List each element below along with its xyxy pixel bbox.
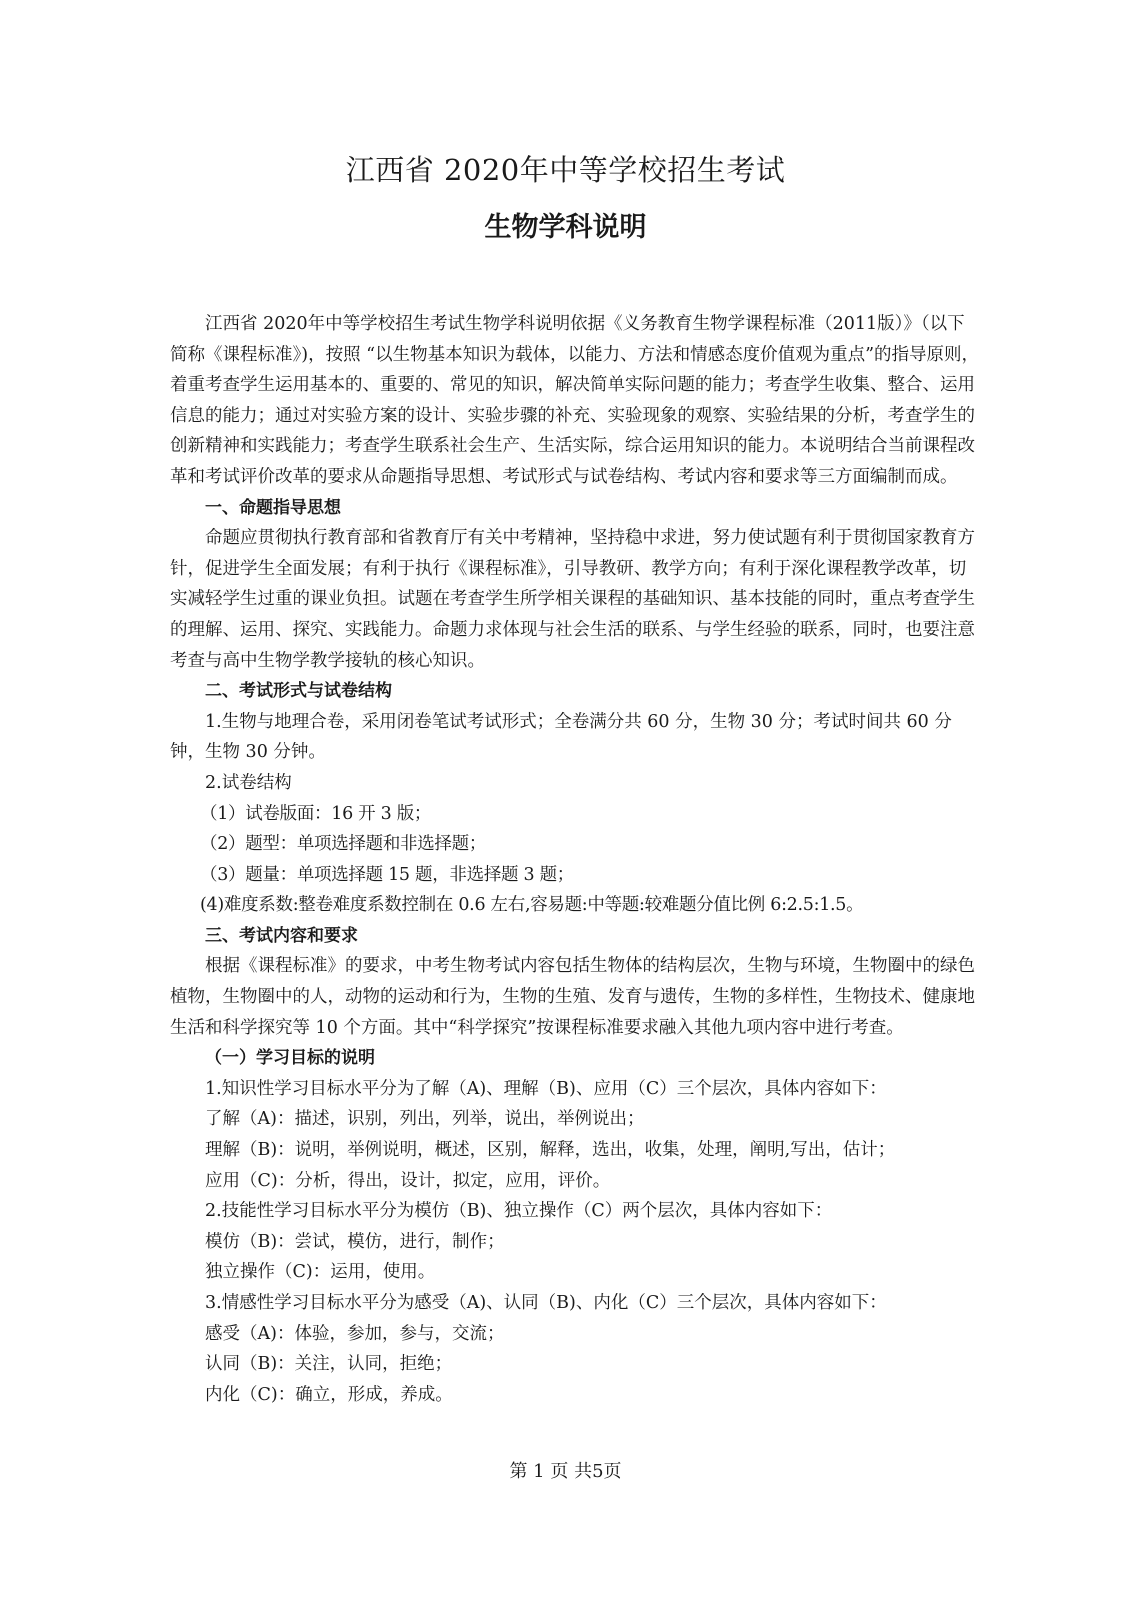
document-body bbox=[170, 309, 982, 1410]
goal-line: 感受（A)：体验，参加，参与，交流； bbox=[205, 1323, 505, 1344]
section2-item1: 1.生物与地理合卷，采用闭卷笔试考试形式；全卷满分共 60 分，生物 30 分；考试时间共 60 分钟，生物 30 分钟。 bbox=[170, 711, 952, 763]
section3-paragraph: 根据《课程标准》的要求，中考生物考试内容包括生物体的结构层次，生物与环境，生物圈中的绿色植物，生物圈中的人，动物的运动和行为，生物的生殖、发育与遗传，生物的多样性，生物技术、健康地生活和科学探究等 10 个方面。其中“科学探究”按课程标准要求融入其他九项内容中进行考查。 bbox=[170, 956, 975, 1038]
goal-line: 模仿（B)：尝试，模仿，进行，制作； bbox=[205, 1231, 505, 1252]
section1-heading: 一、命题指导思想 bbox=[205, 497, 341, 518]
goal-line: 了解（A)：描述，识别，列出，列举，说出，举例说出； bbox=[205, 1109, 645, 1130]
goal-line: 认同（B)：关注，认同，拒绝； bbox=[205, 1354, 453, 1375]
document-title: 江西省 2020年中等学校招生考试 bbox=[345, 153, 786, 187]
section3-heading: 三、考试内容和要求 bbox=[205, 925, 358, 946]
section1-paragraph: 命题应贯彻执行教育部和省教育厅有关中考精神，坚持稳中求进，努力使试题有利于贯彻国家教育方针，促进学生全面发展；有利于执行《课程标准》，引导教研、教学方向；有利于深化课程教学改革，切实减轻学生过重的课业负担。试题在考查学生所学相关课程的基础知识、基本技能的同时，重点考查学生的理解、运用、探究、实践能力。命题力求体现与社会生活的联系、与学生经验的联系，同时，也要注意考查与高中生物学教学接轨的核心知识。 bbox=[170, 528, 975, 671]
goal-line: 理解（B)：说明，举例说明，概述，区别，解释，选出，收集，处理，阐明,写出，估计； bbox=[205, 1140, 896, 1161]
section3-subheading: （一）学习目标的说明 bbox=[205, 1048, 375, 1069]
section2-sub1: （1）试卷版面：16 开 3 版； bbox=[200, 803, 432, 824]
intro-paragraph: 江西省 2020年中等学校招生考试生物学科说明依据《义务教育生物学课程标准（2011版）》（以下简称《课程标准》)，按照 “以生物基本知识为载体，以能力、方法和情感态度价值观为重点”的指导原则，着重考查学生运用基本的、重要的、常见的知识，解决简单实际问题的能力；考查学生收集、整合、运用信息的能力；通过对实验方案的设计、实验步骤的补充、实验现象的观察、实验结果的分析，考查学生的创新精神和实践能力；考查学生联系社会生产、生活实际，综合运用知识的能力。本说明结合当前课程改革和考试评价改革的要求从命题指导思想、考试形式与试卷结构、考试内容和要求等三方面编制而成。 bbox=[170, 314, 980, 487]
page-number: 第 1 页 共5页 bbox=[509, 1461, 622, 1482]
goal-line: 应用（C)：分析，得出，设计，拟定，应用，评价。 bbox=[205, 1170, 611, 1191]
document-subtitle: 生物学科说明 bbox=[484, 212, 647, 243]
section2-heading: 二、考试形式与试卷结构 bbox=[205, 681, 392, 702]
goal-line: 3.情感性学习目标水平分为感受（A)、认同（B)、内化（C）三个层次，具体内容如下： bbox=[205, 1293, 887, 1313]
section2-item2: 2.试卷结构 bbox=[205, 772, 292, 793]
section2-sub2: （2）题型：单项选择题和非选择题； bbox=[200, 834, 487, 855]
goal-line: 独立操作（C)：运用，使用。 bbox=[205, 1262, 436, 1283]
goal-line: 1.知识性学习目标水平分为了解（A)、理解（B)、应用（C）三个层次，具体内容如下： bbox=[205, 1078, 887, 1099]
goal-line: 内化（C)：确立，形成，养成。 bbox=[205, 1384, 453, 1405]
section2-sub4: (4)难度系数:整卷难度系数控制在 0.6 左右,容易题:中等题:较难题分值比例 6:2.5:1.5。 bbox=[200, 895, 864, 916]
goal-line: 2.技能性学习目标水平分为模仿（B)、独立操作（C）两个层次，具体内容如下： bbox=[205, 1201, 833, 1222]
section2-sub3: （3）题量：单项选择题 15 题，非选择题 3 题； bbox=[200, 864, 574, 885]
